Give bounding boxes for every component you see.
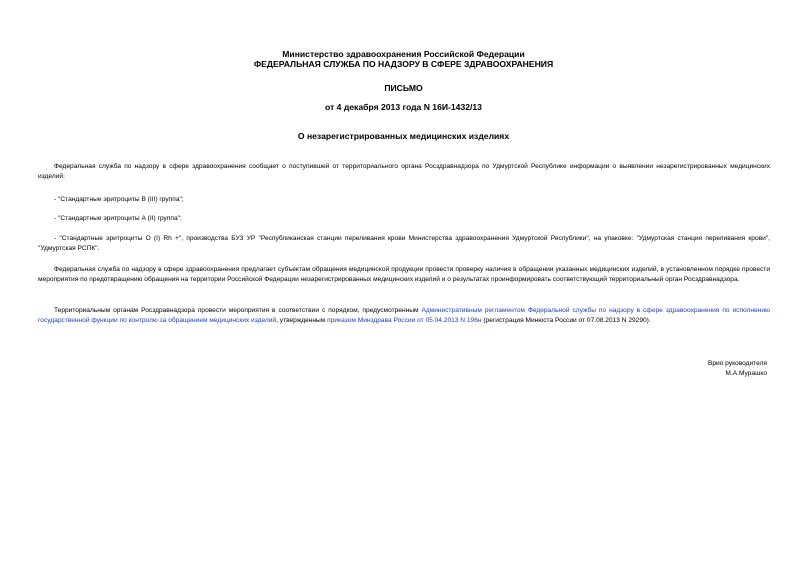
- paragraph-intro: Федеральная служба по надзору в сфере здравоохранения сообщает о поступившей от территориального органа Росздравнадзора по Удмуртской Республике информации о выявлении незарегистрированных медицинских изделий:: [38, 163, 770, 180]
- signatory-position: Врио руководителя: [707, 360, 767, 367]
- paragraph-instructions: [38, 306, 770, 325]
- paragraph-proposal: Федеральная служба по надзору в сфере здравоохранения предлагает субъектам обращения медицинской продукции провести проверку наличия в обращении указанных медицинских изделий, в установленном порядке провести мероприятия по предотвращению обращения на территории Российской Федерации незарегистрированных медицинских изделий и о результатах проинформировать соответствующий территориальный орган Росздравнадзора.: [38, 266, 770, 283]
- ministry-heading: Министерство здравоохранения Российской Федерации: [282, 49, 525, 59]
- document-subject: О незарегистрированных медицинских изделиях: [297, 131, 510, 141]
- signatory-name: М.А.Мурашко: [725, 370, 767, 377]
- instructions-text-after: (регистрация Минюста России от 07.08.2013 N 29290).: [481, 316, 651, 324]
- list-item-erythrocytes-b: - "Стандартные эритроциты В (III) группа";: [54, 196, 184, 203]
- instructions-text-before: Территориальным органам Росздравнадзора провести мероприятия в соответствии с порядком, предусмотренным: [54, 307, 422, 314]
- document-type: ПИСЬМО: [384, 83, 423, 93]
- list-item-erythrocytes-a: - "Стандартные эритроциты А (II) группа";: [54, 215, 182, 222]
- service-heading: ФЕДЕРАЛЬНАЯ СЛУЖБА ПО НАДЗОРУ В СФЕРЕ ЗДРАВООХРАНЕНИЯ: [253, 59, 554, 69]
- document-date-number: от 4 декабря 2013 года N 16И-1432/13: [325, 102, 482, 112]
- instructions-text-middle: , утвержденным: [276, 316, 328, 324]
- order-link[interactable]: приказом Минздрава России от 05.04.2013 N 196н: [327, 316, 482, 324]
- list-item-erythrocytes-o: - "Стандартные эритроциты О (I) Rh +", производства БУЗ УР "Республиканская станции переливания крови Министерства здравоохранения Удмуртской Республики", на упаковке: "Удмуртская станция переливания крови", "Удмуртская РСПК".: [38, 235, 770, 252]
- regulation-link[interactable]: Административным регламентом Федеральной службы по надзору в сфере здравоохранения по исполнению государственной функции по контролю за обращением медицинских изделий: [38, 307, 770, 324]
